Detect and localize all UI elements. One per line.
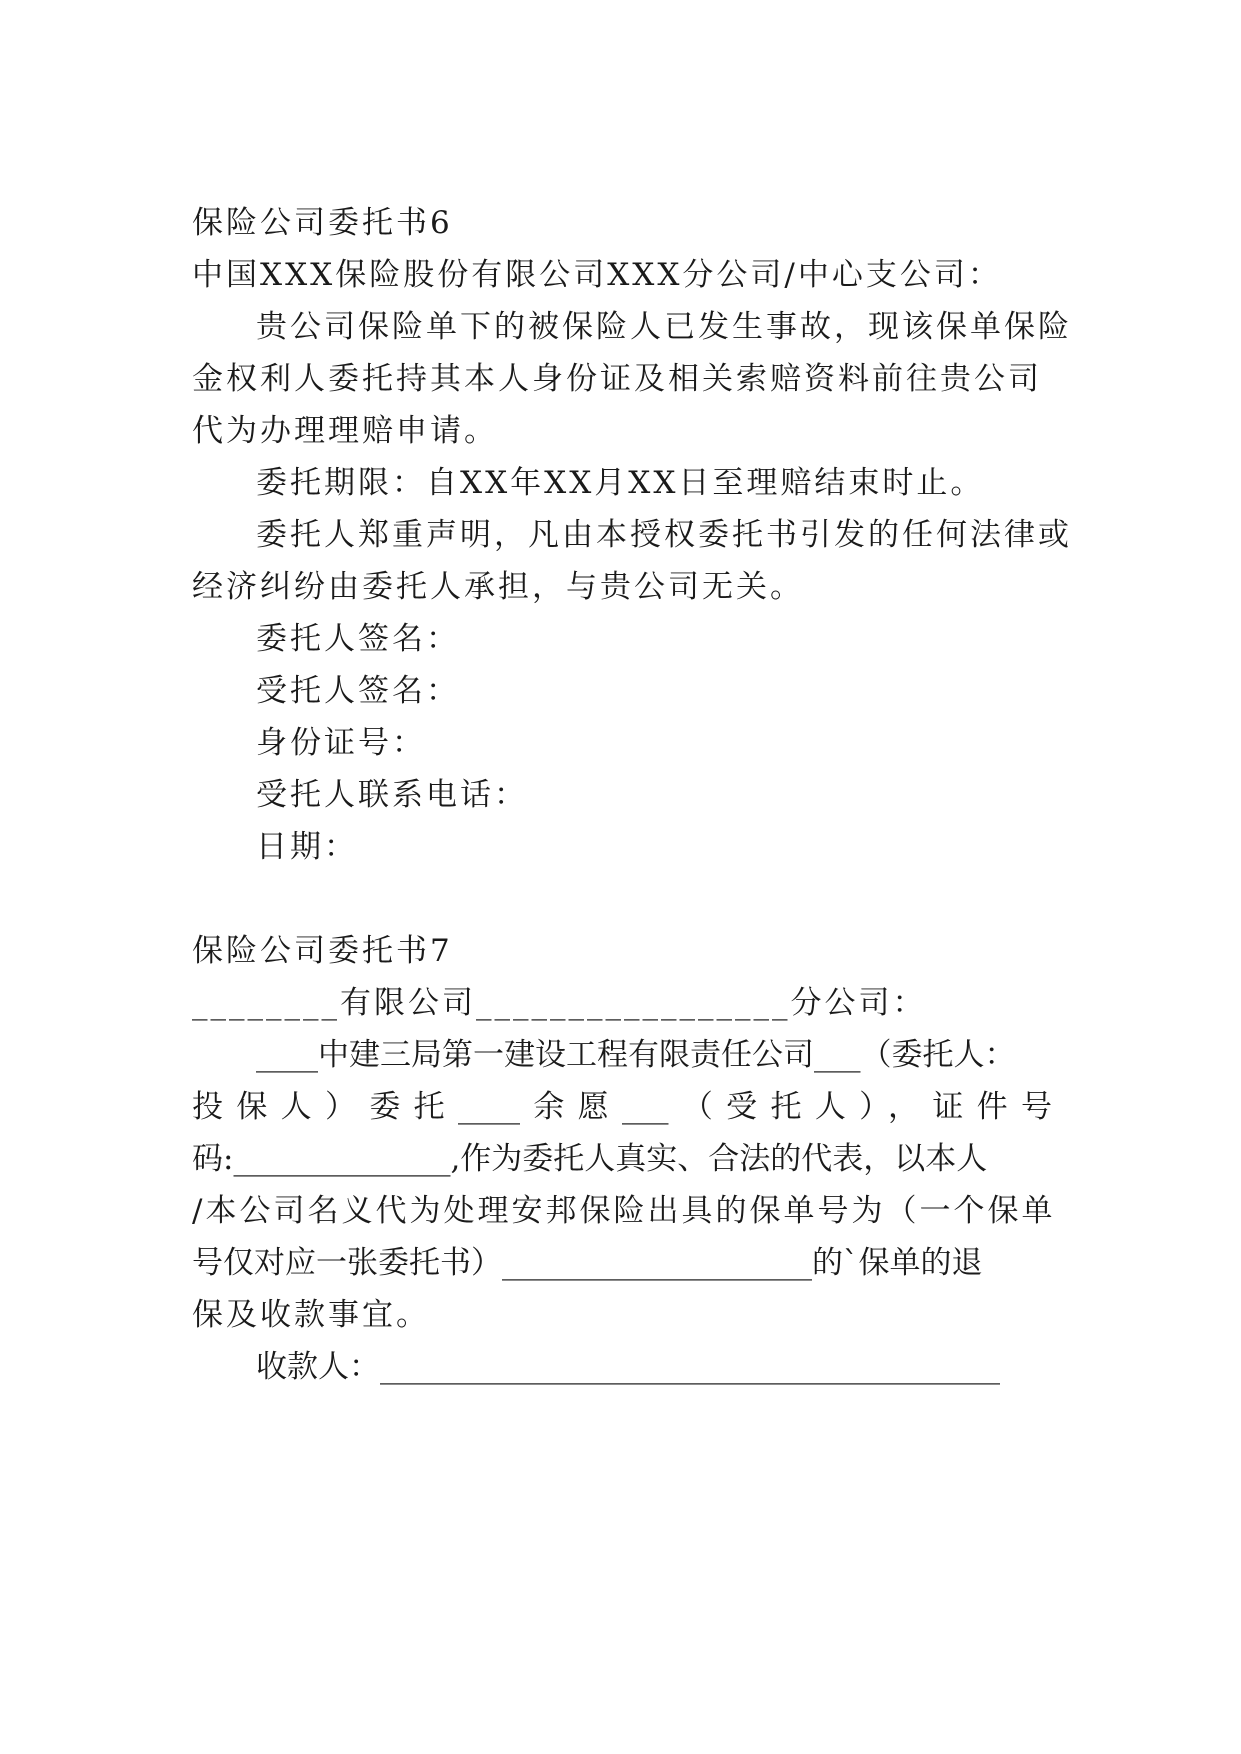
doc6-declaration-line: 委托人郑重声明，凡由本授权委托书引发的任何法律或 — [256, 517, 1072, 553]
doc7-body-line: ____中建三局第一建设工程有限责任公司___（委托人： — [256, 1037, 1016, 1073]
doc7-body-line: /本公司名义代为处理安邦保险出具的保单号为（一个保单 — [192, 1193, 1056, 1229]
doc6-agent-signature: 受托人签名： — [256, 673, 460, 709]
doc7-title: 保险公司委托书7 — [192, 933, 453, 969]
doc6-principal-signature: 委托人签名： — [256, 621, 460, 657]
doc6-title: 保险公司委托书6 — [192, 205, 453, 241]
doc7-body-line: 保及收款事宜。 — [192, 1297, 430, 1333]
doc7-payee: 收款人：________________________________________ — [256, 1349, 1000, 1385]
doc7-body-line: 号仅对应一张委托书）____________________的`保单的退 — [192, 1245, 983, 1281]
doc6-id-number: 身份证号： — [256, 725, 426, 761]
doc6-paragraph-line: 贵公司保险单下的被保险人已发生事故，现该保单保险 — [256, 309, 1072, 345]
doc6-paragraph-line: 代为办理理赔申请。 — [192, 413, 498, 449]
doc6-term: 委托期限：自XX年XX月XX日至理赔结束时止。 — [256, 465, 985, 501]
doc6-declaration-line: 经济纠纷由委托人承担，与贵公司无关。 — [192, 569, 804, 605]
doc6-date: 日期： — [256, 829, 358, 865]
doc7-addressee: ________有限公司_________________分公司： — [192, 985, 927, 1021]
doc6-addressee: 中国XXX保险股份有限公司XXX分公司/中心支公司： — [192, 257, 1002, 293]
doc6-agent-phone: 受托人联系电话： — [256, 777, 528, 813]
doc7-body-line: 码:______________,作为委托人真实、合法的代表，以本人 — [192, 1141, 988, 1177]
doc7-body-line: 投保人）委托____余愿___（受托人），证件号 — [192, 1089, 1052, 1125]
doc6-paragraph-line: 金权利人委托持其本人身份证及相关索赔资料前往贵公司 — [192, 361, 1042, 397]
